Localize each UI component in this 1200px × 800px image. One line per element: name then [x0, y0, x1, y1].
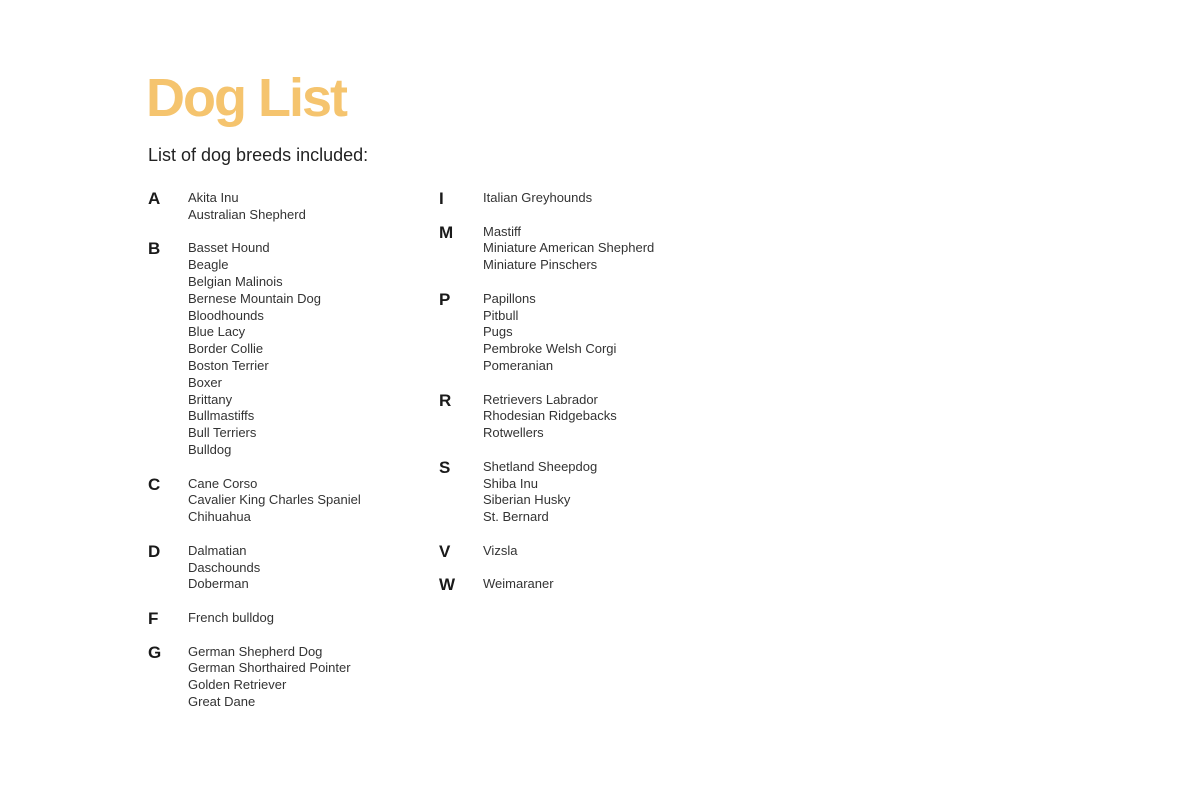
- breed-item: Miniature American Shepherd: [483, 240, 655, 256]
- group-letter: S: [439, 457, 451, 477]
- breed-list: [188, 240, 361, 458]
- breed-item: Chihuahua: [188, 509, 251, 525]
- letter-group-g: [148, 644, 361, 711]
- group-letter: F: [148, 608, 159, 628]
- breed-item: Brittany: [188, 391, 233, 407]
- letter-group-v: [439, 543, 654, 560]
- breed-list: [188, 190, 361, 224]
- breed-item: Italian Greyhounds: [483, 190, 593, 205]
- letter-group-m: [439, 224, 654, 274]
- breed-list: [188, 644, 361, 711]
- letter-group-d: [148, 543, 361, 593]
- breed-item: German Shorthaired Pointer: [188, 660, 351, 676]
- group-letter: V: [439, 541, 451, 561]
- breed-item: Miniature Pinschers: [483, 257, 598, 273]
- breed-item: Belgian Malinois: [188, 273, 283, 289]
- breed-item: Rotwellers: [483, 425, 544, 441]
- breed-list: [483, 291, 654, 375]
- group-letter: A: [148, 189, 161, 208]
- breed-item: Great Dane: [188, 693, 256, 709]
- breed-list: [188, 476, 361, 526]
- group-letter: G: [148, 642, 162, 662]
- breed-item: Bulldog: [188, 441, 232, 457]
- breed-item: Rhodesian Ridgebacks: [483, 408, 617, 424]
- page-subtitle: List of dog breeds included:: [148, 145, 369, 165]
- breed-item: Pugs: [483, 324, 513, 340]
- group-letter: I: [439, 189, 444, 208]
- breed-item: Bull Terriers: [188, 425, 257, 441]
- breed-item: Daschounds: [188, 559, 261, 575]
- letter-group-f: [148, 610, 361, 627]
- breed-item: Blue Lacy: [188, 324, 246, 340]
- breed-item: Australian Shepherd: [188, 206, 306, 222]
- breed-item: Golden Retriever: [188, 677, 287, 693]
- breed-item: Doberman: [188, 576, 249, 592]
- group-letter: B: [148, 239, 161, 259]
- breed-item: Pitbull: [483, 307, 519, 323]
- breed-item: Papillons: [483, 290, 536, 306]
- breed-item: French bulldog: [188, 609, 274, 625]
- breed-item: Boston Terrier: [188, 357, 269, 373]
- letter-group-w: [439, 576, 654, 593]
- letter-group-p: [439, 291, 654, 375]
- letter-group-a: [148, 190, 361, 224]
- breed-item: Siberian Husky: [483, 492, 571, 508]
- breed-item: German Shepherd Dog: [188, 643, 323, 659]
- breed-item: Shiba Inu: [483, 475, 538, 491]
- letter-group-c: [148, 476, 361, 526]
- breed-item: Mastiff: [483, 223, 522, 239]
- breed-item: Border Collie: [188, 341, 264, 357]
- breed-list: [483, 224, 654, 274]
- group-letter: P: [439, 289, 451, 309]
- breed-list: [483, 543, 654, 560]
- breed-item: Boxer: [188, 374, 222, 390]
- breed-item: Pomeranian: [483, 357, 554, 373]
- letter-group-b: [148, 240, 361, 458]
- breed-item: Basset Hound: [188, 240, 270, 256]
- breed-item: Pembroke Welsh Corgi: [483, 341, 617, 357]
- letter-group-i: [439, 190, 654, 207]
- breed-item: Akita Inu: [188, 190, 239, 205]
- group-letter: D: [148, 541, 161, 561]
- breed-item: Beagle: [188, 257, 229, 273]
- page-title: Dog List: [146, 68, 346, 128]
- breed-list: [483, 392, 654, 442]
- breed-item: Retrievers Labrador: [483, 391, 598, 407]
- breed-item: Bullmastiffs: [188, 408, 255, 424]
- group-letter: C: [148, 474, 161, 494]
- breed-item: Vizsla: [483, 542, 518, 558]
- breed-item: Dalmatian: [188, 542, 247, 558]
- breed-column-right: [439, 190, 654, 610]
- breed-column-left: [148, 190, 361, 728]
- letter-group-s: [439, 459, 654, 526]
- breed-item: Weimaraner: [483, 576, 554, 592]
- breed-list: [483, 190, 654, 207]
- breed-item: Bernese Mountain Dog: [188, 290, 321, 306]
- breed-item: Cane Corso: [188, 475, 258, 491]
- breed-item: Bloodhounds: [188, 307, 264, 323]
- breed-list: [483, 459, 654, 526]
- breed-list: [188, 610, 361, 627]
- breed-item: Shetland Sheepdog: [483, 458, 598, 474]
- group-letter: W: [439, 575, 456, 595]
- group-letter: R: [439, 390, 452, 410]
- breed-item: Cavalier King Charles Spaniel: [188, 492, 361, 508]
- letter-group-r: [439, 392, 654, 442]
- group-letter: M: [439, 222, 454, 242]
- breed-list: [483, 576, 654, 593]
- breed-item: St. Bernard: [483, 509, 549, 525]
- breed-list: [188, 543, 361, 593]
